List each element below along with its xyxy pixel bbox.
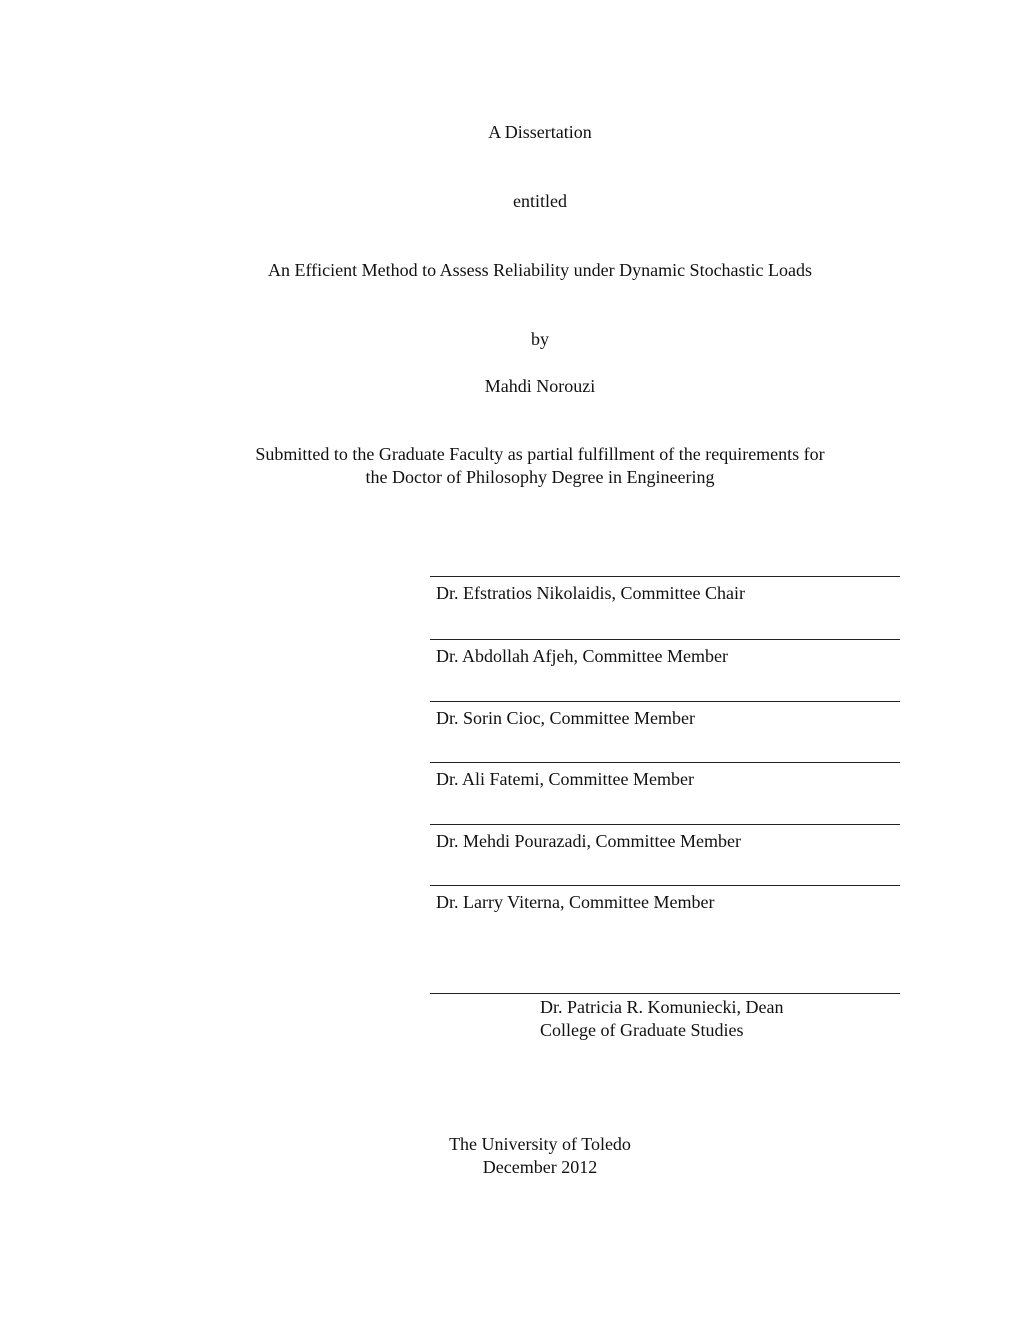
committee-member-name: Dr. Sorin Cioc, Committee Member [436,708,695,728]
signature-block-chair [430,576,900,605]
author-name: Mahdi Norouzi [484,376,596,396]
submission-date: December 2012 [482,1157,598,1177]
signature-line [430,639,900,640]
signature-block-member [430,824,900,853]
signature-block-member [430,701,900,730]
committee-member-name: Dr. Mehdi Pourazadi, Committee Member [436,831,741,851]
committee-member-name: Dr. Efstratios Nikolaidis, Committee Chair [436,583,745,603]
committee-member-name: Dr. Ali Fatemi, Committee Member [436,769,694,789]
signature-block-dean [430,993,900,1042]
submission-line-2: the Doctor of Philosophy Degree in Engineering [365,467,715,487]
committee-member-name: Dr. Larry Viterna, Committee Member [436,892,715,912]
university-name: The University of Toledo [449,1134,631,1154]
signature-block-member [430,639,900,668]
signature-block-member [430,762,900,791]
signature-line [430,824,900,825]
dean-name: Dr. Patricia R. Komuniecki, Dean [540,997,784,1017]
dissertation-title: An Efficient Method to Assess Reliability under Dynamic Stochastic Loads [267,260,813,280]
submission-line-1: Submitted to the Graduate Faculty as partial fulfillment of the requirements for [255,444,825,464]
entitled-label: entitled [513,191,567,211]
committee-member-name: Dr. Abdollah Afjeh, Committee Member [436,646,728,666]
by-label: by [531,329,549,349]
signature-block-member [430,885,900,914]
signature-line [430,762,900,763]
signature-line [430,576,900,577]
document-type: A Dissertation [488,122,592,142]
signature-line [430,701,900,702]
signature-line [430,885,900,886]
dean-office: College of Graduate Studies [540,1020,744,1040]
signature-line [430,993,900,994]
